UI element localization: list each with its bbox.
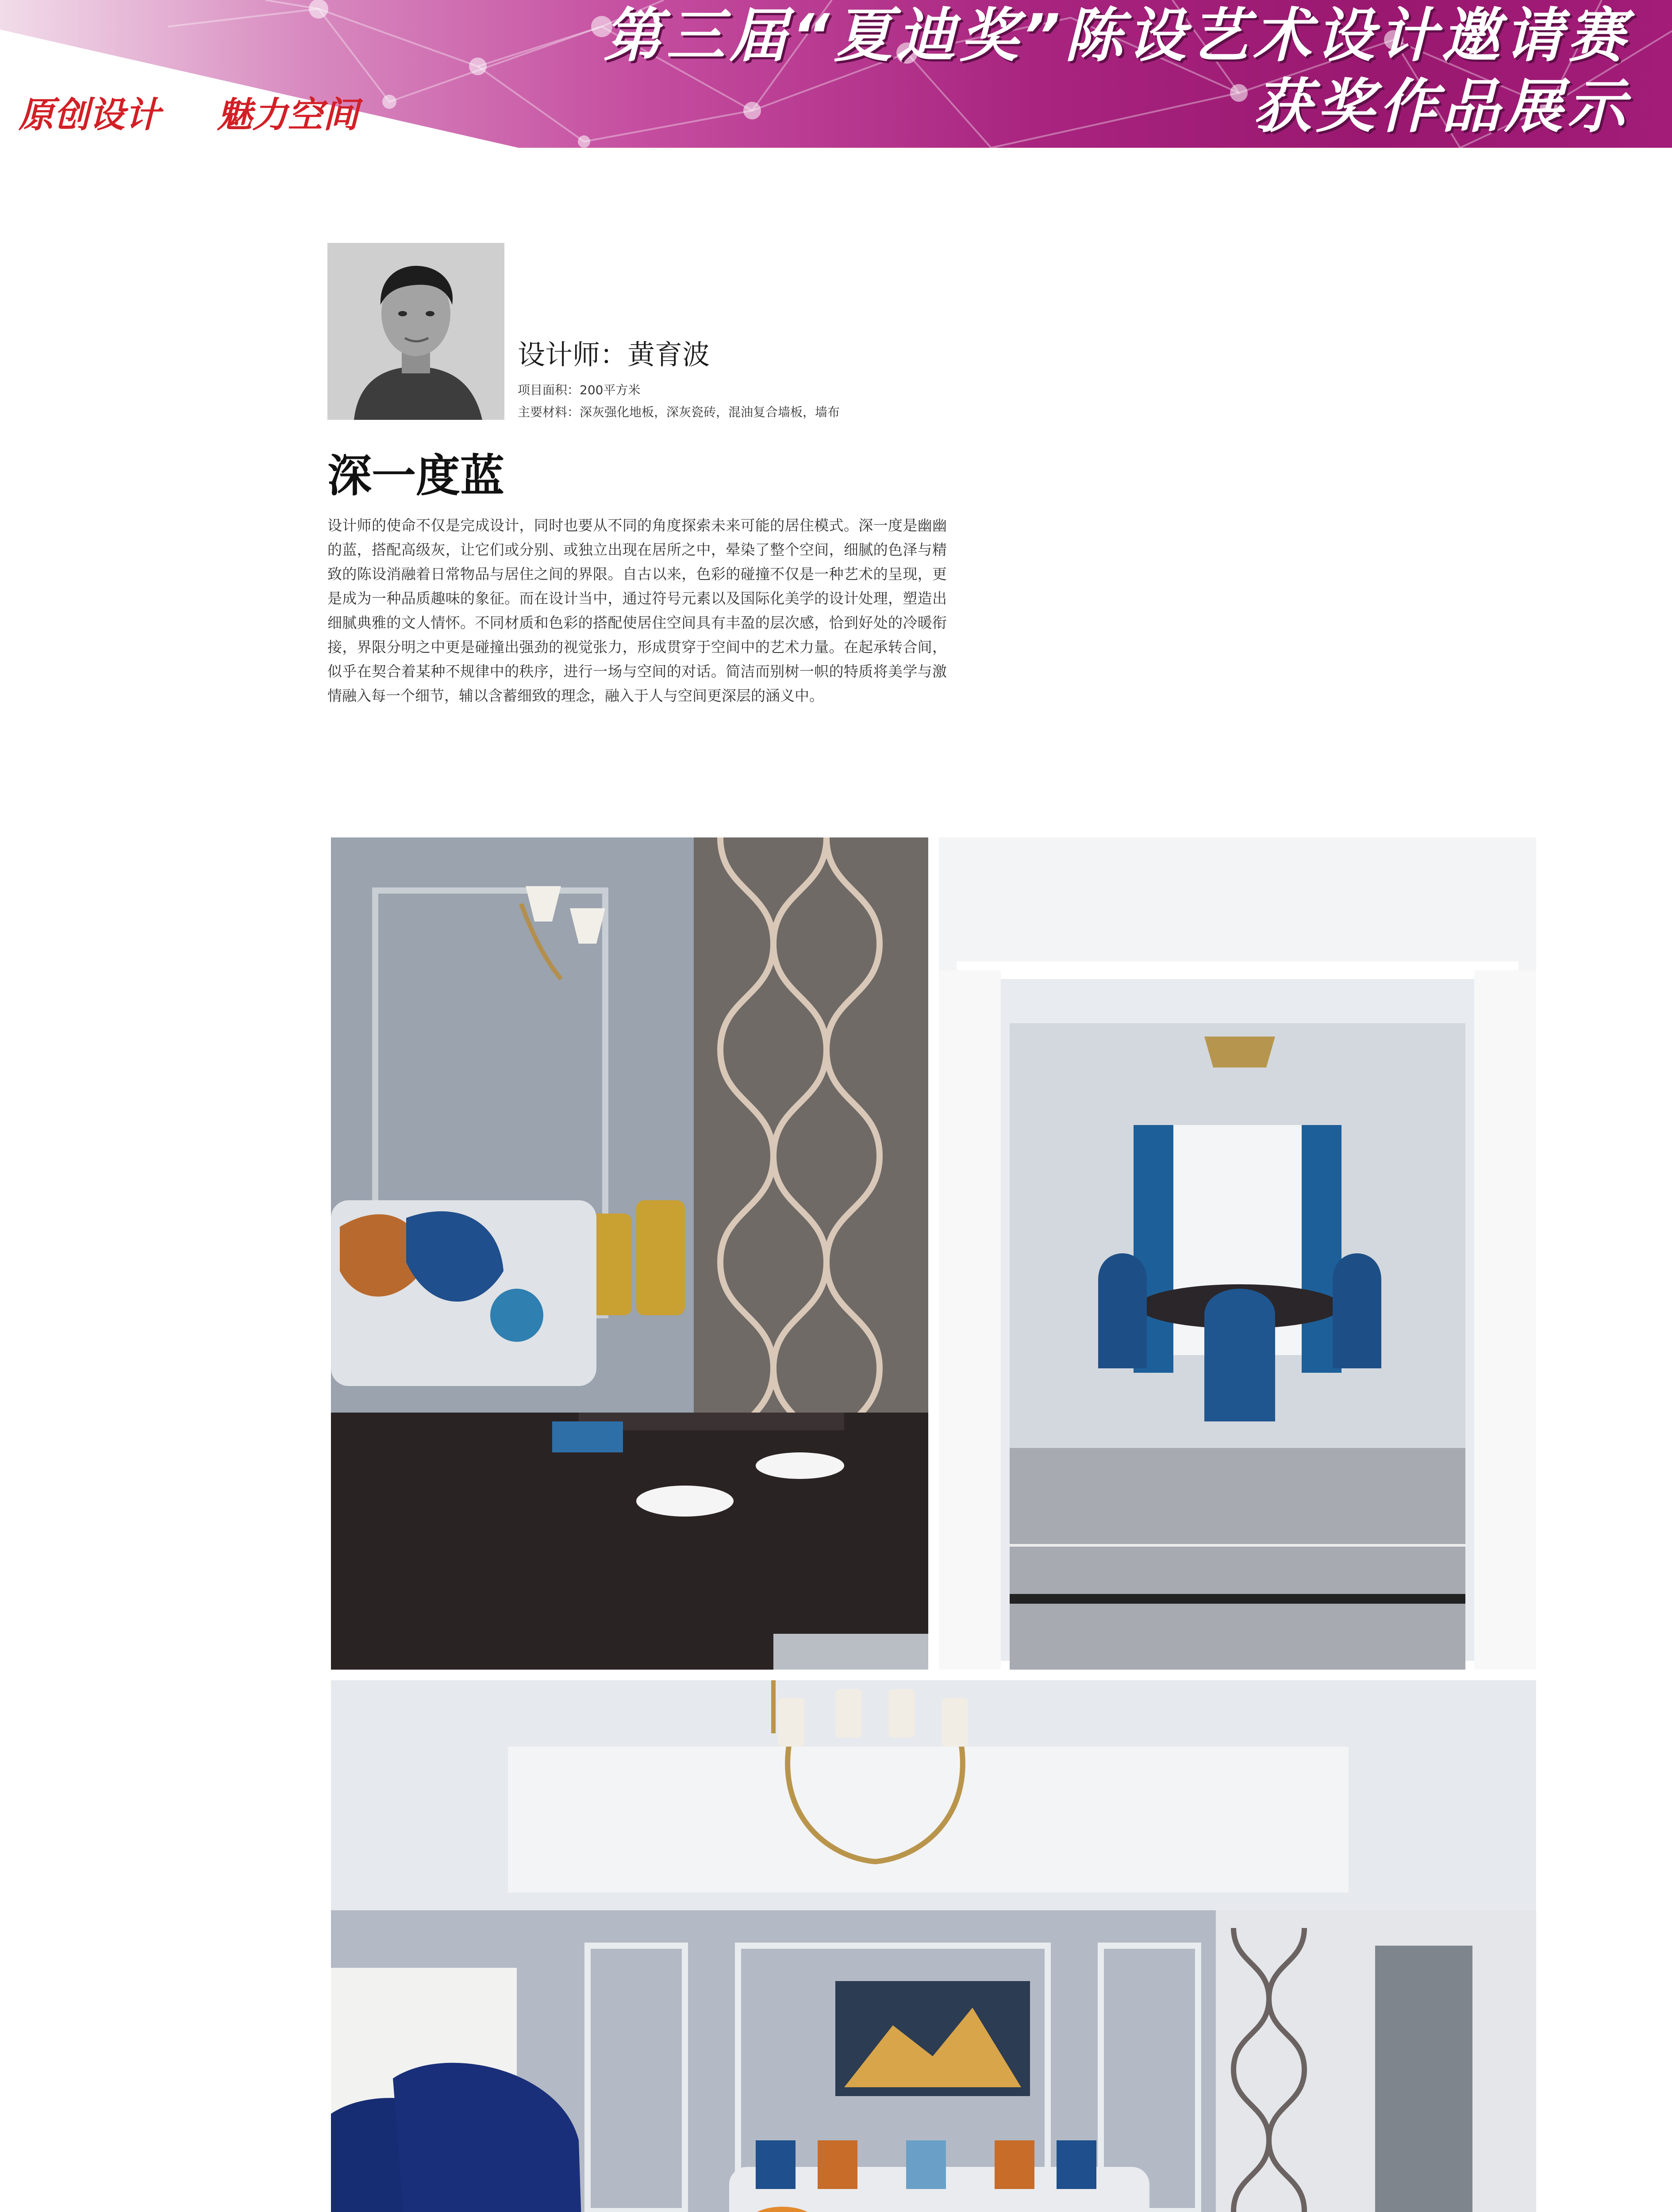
- photo-living-room-detail: [331, 837, 928, 1670]
- photo-main-living-room: [331, 1680, 1536, 2212]
- project-materials: 主要材料：深灰强化地板，深灰瓷砖，混油复合墙板，墙布: [518, 405, 840, 419]
- project-title: 深一度蓝: [327, 449, 504, 502]
- designer-portrait: [327, 243, 504, 420]
- tagline-charming-space: 魅力空间: [217, 94, 358, 135]
- project-area: 项目面积：200平方米: [518, 383, 641, 397]
- designer-name: 设计师：黄育波: [518, 338, 710, 371]
- header-title-line1: 第三届“夏迪奖”陈设艺术设计邀请赛: [603, 2, 1630, 70]
- photo-dining-room: [939, 837, 1536, 1670]
- tagline-original-design: 原创设计: [19, 94, 160, 135]
- project-description: 设计师的使命不仅是完成设计，同时也要从不同的角度探索未来可能的居住模式。深一度是幽幽的蓝，搭配高级灰，让它们或分别、或独立出现在居所之中，晕染了整个空间，细腻的色泽与精致的陈设消融着日常物品与居住之间的界限。自古以来，色彩的碰撞不仅是一种艺术的呈现，更是成为一种品质趣味的象征。而在设计当中，通过符号元素以及国际化美学的设计处理，塑造出细腻典雅的文人情怀。不同材质和色彩的搭配使居住空间具有丰盈的层次感，恰到好处的冷暖衔接，界限分明之中更是碰撞出强劲的视觉张力，形成贯穿于空间中的艺术力量。在起承转合间，似乎在契合着某种不规律中的秩序，进行一场与空间的对话。简洁而别树一帜的特质将美学与激情融入每一个细节，辅以含蓄细致的理念，融入于人与空间更深层的涵义中。: [327, 517, 947, 704]
- header-title-line2: 获奖作品展示: [1253, 73, 1630, 141]
